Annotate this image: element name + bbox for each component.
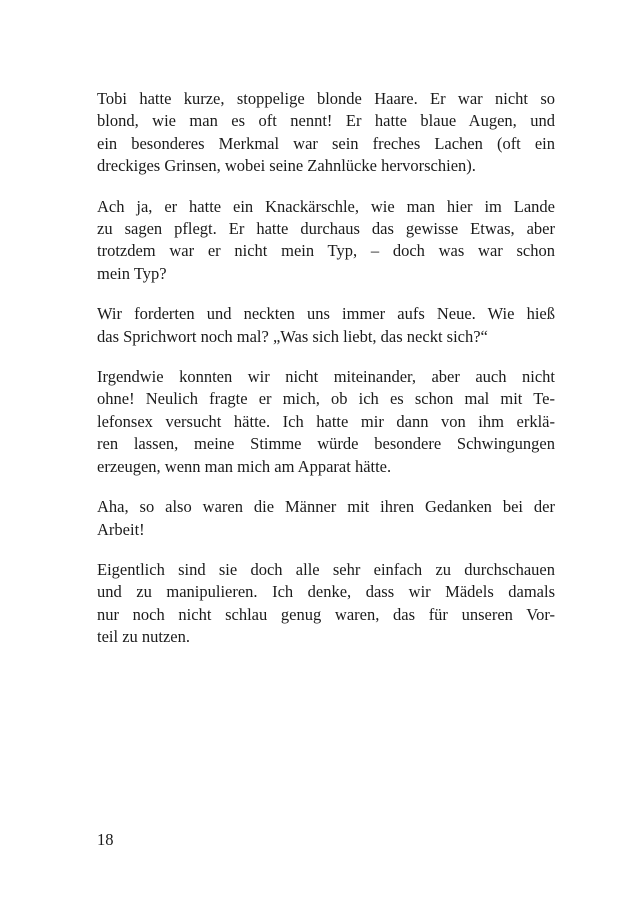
paragraph: [97, 88, 555, 178]
text-line: dreckiges Grinsen, wobei seine Zahnlücke hervorschien).: [97, 156, 476, 176]
text-line: Arbeit!: [97, 519, 145, 539]
text-line: Irgendwie konnten wir nicht miteinander, aber auch nicht: [97, 367, 555, 387]
text-line: Eigentlich sind sie doch alle sehr einfach zu durchschauen: [97, 559, 555, 579]
text-line: zu sagen pflegt. Er hatte durchaus das gewisse Etwas, aber: [97, 219, 555, 239]
text-line: das Sprichwort noch mal? „Was sich liebt, das neckt sich?“: [97, 326, 488, 346]
text-line: Wir forderten und neckten uns immer aufs Neue. Wie hieß: [97, 304, 555, 324]
text-line: und zu manipulieren. Ich denke, dass wir Mädels damals: [97, 582, 555, 602]
text-line: nur noch nicht schlau genug waren, das für unseren Vor-: [97, 604, 555, 624]
paragraph: [97, 366, 555, 478]
text-line: ein besonderes Merkmal war sein freches Lachen (oft ein: [97, 133, 555, 153]
text-line: teil zu nutzen.: [97, 627, 191, 647]
body-text: [97, 88, 555, 667]
page-number: 18: [97, 830, 114, 849]
text-line: erzeugen, wenn man mich am Apparat hätte.: [97, 456, 392, 476]
text-line: Aha, so also waren die Männer mit ihren Gedanken bei der: [97, 497, 555, 517]
text-line: lefonsex versucht hätte. Ich hatte mir dann von ihm erklä-: [97, 411, 555, 431]
text-line: mein Typ?: [97, 263, 167, 283]
paragraph: [97, 559, 555, 649]
text-line: trotzdem war er nicht mein Typ, – doch was war schon: [97, 241, 555, 261]
paragraph: [97, 196, 555, 286]
text-line: ohne! Neulich fragte er mich, ob ich es schon mal mit Te-: [97, 389, 555, 409]
text-line: blond, wie man es oft nennt! Er hatte blaue Augen, und: [97, 111, 555, 131]
text-line: ren lassen, meine Stimme würde besondere Schwingungen: [97, 434, 555, 454]
paragraph: [97, 303, 555, 348]
text-line: Tobi hatte kurze, stoppelige blonde Haare. Er war nicht so: [97, 89, 555, 108]
paragraph: [97, 496, 555, 541]
text-line: Ach ja, er hatte ein Knackärschle, wie man hier im Lande: [97, 196, 555, 216]
